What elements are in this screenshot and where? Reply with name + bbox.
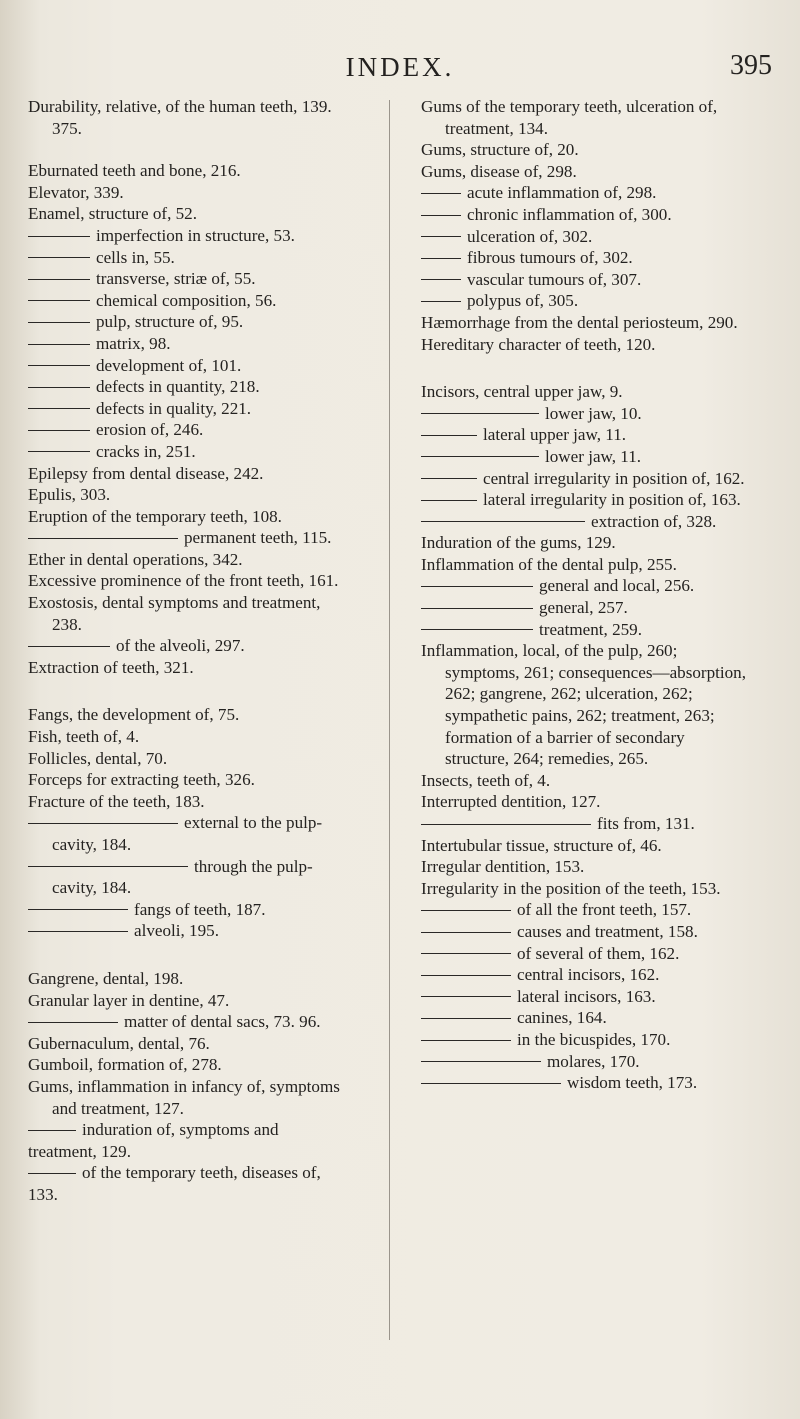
ditto-rule	[28, 866, 188, 867]
index-entry	[421, 791, 751, 813]
index-entry	[421, 770, 751, 792]
ditto-rule	[421, 258, 461, 259]
ditto-rule	[28, 344, 90, 345]
ditto-rule	[421, 975, 511, 976]
ditto-rule	[28, 1022, 118, 1023]
index-entry	[28, 592, 340, 635]
entry-text: chronic inflammation of, 300.	[467, 204, 672, 224]
entry-text: Follicles, dental, 70.	[28, 748, 168, 768]
entry-text: Interrupted dentition, 127.	[421, 792, 601, 812]
index-subentry	[421, 446, 751, 468]
entry-spacer	[421, 355, 751, 381]
entry-text: Granular layer in dentine, 47.	[28, 990, 230, 1010]
entry-text: transverse, striæ of, 55.	[96, 269, 256, 289]
ditto-rule	[421, 1018, 511, 1019]
entry-text: Gums of the temporary teeth, ulceration of, treatment, 134.	[421, 97, 718, 138]
ditto-rule	[421, 301, 461, 302]
entry-text: Fracture of the teeth, 183.	[28, 791, 205, 811]
index-entry	[421, 856, 751, 878]
entry-text: treatment, 259.	[539, 619, 643, 639]
entry-text: erosion of, 246.	[96, 420, 204, 440]
index-subentry	[421, 247, 751, 269]
index-subentry	[28, 1011, 340, 1033]
entry-text: lateral incisors, 163.	[517, 986, 656, 1006]
entry-continuation: cavity, 184.	[52, 835, 132, 854]
index-subentry	[421, 1029, 751, 1051]
entry-text: Gumboil, formation of, 278.	[28, 1055, 222, 1075]
ditto-rule	[421, 932, 511, 933]
entry-text: Ether in dental operations, 342.	[28, 549, 243, 569]
index-entry	[28, 791, 340, 813]
ditto-rule	[28, 365, 90, 366]
index-subentry	[421, 424, 751, 446]
page-number: 395	[730, 50, 772, 81]
index-subentry	[421, 964, 751, 986]
ditto-rule	[421, 456, 539, 457]
entry-spacer	[28, 942, 340, 968]
index-subentry	[421, 511, 751, 533]
index-entry	[421, 96, 751, 139]
index-subentry	[421, 1007, 751, 1029]
running-header-title: INDEX.	[345, 52, 455, 82]
entry-text: central incisors, 162.	[517, 965, 660, 985]
index-column-left	[28, 96, 340, 1206]
ditto-rule	[421, 910, 511, 911]
ditto-rule	[421, 413, 539, 414]
index-entry	[421, 835, 751, 857]
entry-text: imperfection in structure, 53.	[96, 225, 295, 245]
index-entry	[28, 990, 340, 1012]
entry-text: fangs of teeth, 187.	[134, 899, 266, 919]
ditto-rule	[28, 322, 90, 323]
ditto-rule	[28, 823, 178, 824]
ditto-rule	[421, 586, 533, 587]
entry-text: external to the pulp-	[184, 813, 323, 833]
index-subentry	[28, 376, 340, 398]
entry-text: Elevator, 339.	[28, 182, 124, 202]
entry-text: Irregular dentition, 153.	[421, 857, 585, 877]
column-divider	[389, 100, 390, 1340]
index-entry	[28, 182, 340, 204]
index-subentry	[421, 899, 751, 921]
entry-text: Epulis, 303.	[28, 485, 111, 505]
entry-text: Insects, teeth of, 4.	[421, 770, 551, 790]
index-entry	[28, 484, 340, 506]
index-entry	[28, 748, 340, 770]
index-subentry	[421, 943, 751, 965]
ditto-rule	[28, 257, 90, 258]
entry-text: general and local, 256.	[539, 576, 695, 596]
entry-text: Gums, disease of, 298.	[421, 161, 577, 181]
ditto-rule	[28, 931, 128, 932]
index-entry	[28, 769, 340, 791]
index-entry	[28, 1033, 340, 1055]
ditto-rule	[421, 608, 533, 609]
entry-text: Extraction of teeth, 321.	[28, 657, 194, 677]
index-subentry	[28, 247, 340, 269]
index-subentry	[421, 1072, 751, 1094]
entry-text: Epilepsy from dental disease, 242.	[28, 463, 264, 483]
index-entry	[421, 161, 751, 183]
index-subentry	[421, 575, 751, 597]
ditto-rule	[28, 408, 90, 409]
entry-text: lower jaw, 10.	[545, 403, 642, 423]
index-subentry	[28, 812, 340, 834]
index-entry	[421, 878, 751, 900]
entry-text: Intertubular tissue, structure of, 46.	[421, 835, 662, 855]
entry-text: acute inflammation of, 298.	[467, 183, 657, 203]
index-entry	[421, 334, 751, 356]
ditto-rule	[28, 909, 128, 910]
index-subentry	[28, 355, 340, 377]
index-entry	[28, 203, 340, 225]
entry-text: lower jaw, 11.	[545, 446, 642, 466]
entry-text: Incisors, central upper jaw, 9.	[421, 382, 623, 402]
index-entry	[421, 554, 751, 576]
index-entry	[28, 96, 340, 139]
index-subentry	[28, 398, 340, 420]
entry-text: causes and treatment, 158.	[517, 921, 698, 941]
entry-text: chemical composition, 56.	[96, 290, 277, 310]
index-subentry	[28, 268, 340, 290]
entry-continuation: cavity, 184.	[52, 878, 132, 898]
index-subentry	[421, 813, 751, 835]
ditto-rule	[28, 387, 90, 388]
ditto-rule	[28, 538, 178, 539]
ditto-rule	[28, 1173, 76, 1174]
ditto-rule	[421, 1083, 561, 1084]
index-subentry	[28, 311, 340, 333]
index-subentry	[28, 899, 340, 921]
ditto-rule	[421, 1061, 541, 1062]
index-entry	[28, 549, 340, 571]
entry-text: defects in quality, 221.	[96, 398, 252, 418]
index-entry	[421, 381, 751, 403]
ditto-rule	[421, 824, 591, 825]
entry-text: general, 257.	[539, 598, 628, 618]
index-entry	[28, 1054, 340, 1076]
entry-text: polypus of, 305.	[467, 291, 579, 311]
entry-text: Fangs, the development of, 75.	[28, 705, 240, 725]
index-subentry	[421, 619, 751, 641]
index-subentry	[421, 403, 751, 425]
ditto-rule	[28, 1130, 76, 1131]
entry-text: fits from, 131.	[597, 814, 695, 833]
entry-text: Forceps for extracting teeth, 326.	[28, 770, 255, 790]
entry-text: Eruption of the temporary teeth, 108.	[28, 506, 282, 526]
entry-text: alveoli, 195.	[134, 921, 219, 941]
entry-text: Inflammation of the dental pulp, 255.	[421, 554, 677, 574]
entry-text: Gubernaculum, dental, 76.	[28, 1033, 210, 1053]
ditto-rule	[28, 451, 90, 452]
entry-text: cracks in, 251.	[96, 441, 196, 461]
index-entry	[28, 726, 340, 748]
index-entry	[28, 657, 340, 679]
entry-text: induration of, symptoms and treatment, 129.	[28, 1120, 279, 1161]
index-subentry	[28, 856, 340, 878]
index-subentry	[421, 468, 751, 490]
index-subentry	[421, 921, 751, 943]
ditto-rule	[421, 215, 461, 216]
entry-text: lateral irregularity in position of, 163.	[483, 490, 741, 510]
entry-text: defects in quantity, 218.	[96, 377, 260, 397]
index-subentry	[421, 1051, 751, 1073]
index-entry	[28, 463, 340, 485]
entry-spacer	[28, 678, 340, 704]
entry-text: Inflammation, local, of the pulp, 260; symptoms, 261; consequences—absorption, 262; gangrene, 262; ulceration, 262; sympathetic pains, 262; treatment, 263; formation of a barrier of secondary structure, 264; remedies, 265.	[421, 641, 747, 769]
entry-text: Eburnated teeth and bone, 216.	[28, 161, 241, 181]
ditto-rule	[28, 430, 90, 431]
entry-text: through the pulp-	[194, 856, 313, 876]
entry-text: Hereditary character of teeth, 120.	[421, 334, 656, 354]
index-subentry	[28, 333, 340, 355]
entry-text: extraction of, 328.	[591, 511, 717, 531]
index-subentry	[28, 290, 340, 312]
ditto-rule	[421, 500, 477, 501]
entry-text: development of, 101.	[96, 355, 242, 375]
entry-text: canines, 164.	[517, 1008, 607, 1028]
entry-text: of the alveoli, 297.	[116, 636, 245, 656]
entry-text: Gums, structure of, 20.	[421, 140, 579, 160]
entry-text: of the temporary teeth, diseases of, 133.	[28, 1163, 321, 1204]
index-subentry	[28, 635, 340, 657]
index-subentry	[28, 441, 340, 463]
entry-text: molares, 170.	[547, 1051, 640, 1071]
index-subentry	[421, 204, 751, 226]
index-subentry	[28, 225, 340, 247]
entry-text: matter of dental sacs, 73. 96.	[124, 1012, 321, 1032]
ditto-rule	[28, 300, 90, 301]
index-column-right	[421, 96, 751, 1094]
index-entry	[28, 506, 340, 528]
entry-text: Excessive prominence of the front teeth, 161.	[28, 571, 339, 591]
ditto-rule	[421, 953, 511, 954]
entry-text: matrix, 98.	[96, 333, 171, 353]
entry-text: Enamel, structure of, 52.	[28, 204, 197, 224]
entry-text: lateral upper jaw, 11.	[483, 425, 627, 445]
index-subentry	[28, 1162, 340, 1205]
ditto-rule	[28, 236, 90, 237]
entry-text: ulceration of, 302.	[467, 226, 593, 246]
ditto-rule	[421, 236, 461, 237]
entry-text: Gums, inflammation in infancy of, symptoms and treatment, 127.	[28, 1076, 340, 1118]
index-subentry	[28, 920, 340, 942]
entry-text: permanent teeth, 115.	[184, 528, 332, 548]
index-subentry	[421, 269, 751, 291]
entry-text: Induration of the gums, 129.	[421, 533, 616, 553]
index-subentry	[28, 527, 340, 549]
ditto-rule	[28, 279, 90, 280]
index-entry	[28, 1076, 340, 1119]
ditto-rule	[421, 279, 461, 280]
index-subentry	[421, 597, 751, 619]
entry-text: central irregularity in position of, 162.	[483, 468, 745, 488]
entry-text: in the bicuspides, 170.	[517, 1029, 671, 1049]
entry-text: wisdom teeth, 173.	[567, 1073, 698, 1093]
index-subentry	[421, 986, 751, 1008]
ditto-rule	[421, 478, 477, 479]
index-subentry	[28, 1119, 340, 1162]
ditto-rule	[421, 996, 511, 997]
index-entry	[421, 532, 751, 554]
index-entry	[28, 704, 340, 726]
entry-text: cells in, 55.	[96, 247, 175, 267]
entry-text: of all the front teeth, 157.	[517, 900, 692, 920]
index-subentry	[421, 226, 751, 248]
ditto-rule	[28, 646, 110, 647]
index-subentry	[421, 290, 751, 312]
entry-text: Fish, teeth of, 4.	[28, 727, 140, 747]
ditto-rule	[421, 435, 477, 436]
index-entry	[421, 139, 751, 161]
index-subentry	[28, 419, 340, 441]
ditto-rule	[421, 193, 461, 194]
index-entry	[28, 160, 340, 182]
entry-text: of several of them, 162.	[517, 943, 680, 963]
index-entry	[421, 312, 751, 334]
entry-text: Irregularity in the position of the teeth, 153.	[421, 878, 721, 898]
entry-text: Exostosis, dental symptoms and treatment, 238.	[28, 593, 321, 634]
index-entry	[28, 968, 340, 990]
entry-spacer	[28, 139, 340, 160]
entry-text: Durability, relative, of the human teeth, 139. 375.	[28, 97, 332, 138]
index-entry	[421, 640, 751, 770]
index-entry	[28, 570, 340, 592]
ditto-rule	[421, 521, 585, 522]
index-subentry	[421, 182, 751, 204]
index-subentry	[421, 489, 751, 511]
entry-text: pulp, structure of, 95.	[96, 312, 244, 332]
entry-text: fibrous tumours of, 302.	[467, 248, 633, 268]
ditto-rule	[421, 629, 533, 630]
entry-text: Gangrene, dental, 198.	[28, 968, 184, 988]
entry-text: Hæmorrhage from the dental periosteum, 290.	[421, 312, 738, 332]
entry-text: vascular tumours of, 307.	[467, 269, 642, 289]
ditto-rule	[421, 1040, 511, 1041]
